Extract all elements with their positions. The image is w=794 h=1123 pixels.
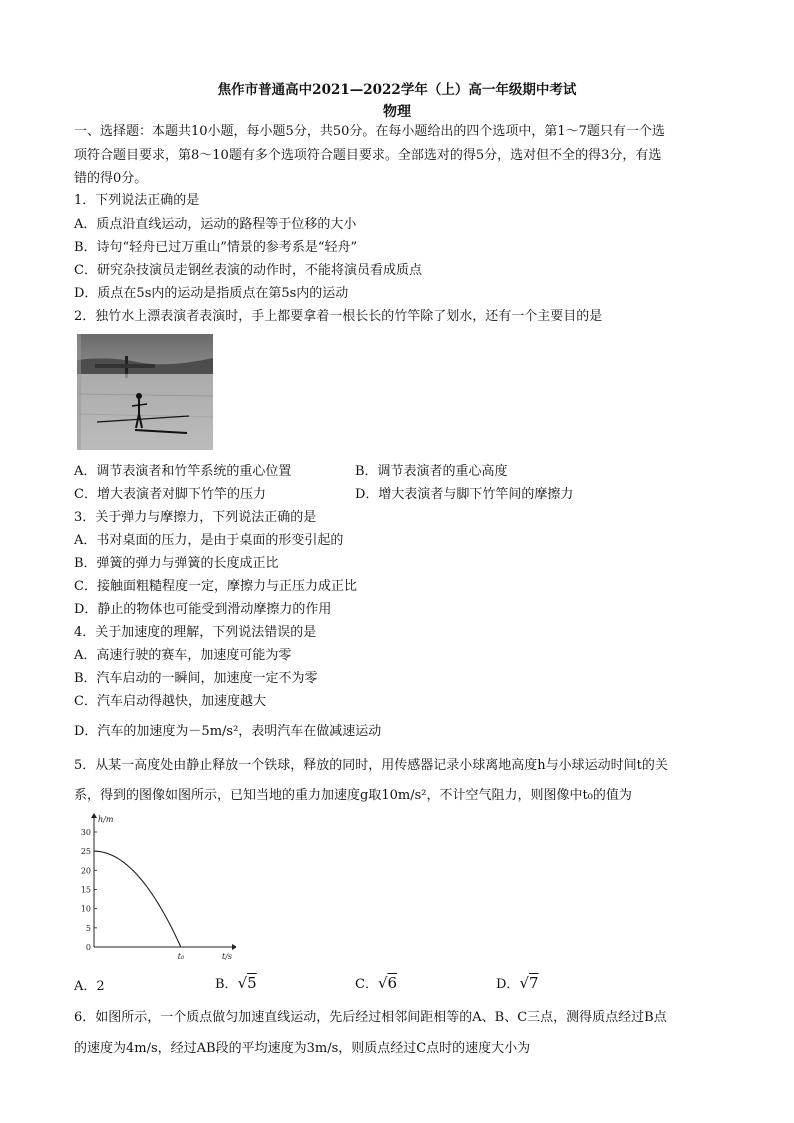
q5-option-b-value: 5 (247, 974, 257, 992)
q1-option-d: D．质点在5s内的运动是指质点在第5s内的运动 (74, 286, 349, 301)
y-tick-label: 10 (80, 904, 91, 914)
section-instructions-line3: 错的得0分。 (74, 171, 148, 186)
q5-option-a (74, 978, 105, 996)
section-instructions-line2: 项符合题目要求，第8～10题有多个选项符合题目要求。全部选对的得5分，选对但不全的得3分，有选 (74, 148, 662, 163)
y-tick-label: 0 (85, 943, 91, 952)
q2-option-b: B．调节表演者的重心高度 (355, 464, 508, 479)
q6-stem-line1: 6．如图所示，一个质点做匀加速直线运动，先后经过相邻间距相等的A、B、C三点，测得质点经过B点 (74, 1010, 667, 1025)
y-axis-arrow (91, 813, 97, 818)
q6-stem-line2: 的速度为4m/s，经过AB段的平均速度为3m/s，则质点经过C点时的速度大小为 (74, 1041, 531, 1056)
q5-option-d-label: D． (496, 977, 520, 992)
q5-option-b (215, 974, 257, 994)
q5-option-c-sqrt: √ (377, 974, 388, 992)
q2-stem: 2．独竹水上漂表演者表演时，手上都要拿着一根长长的竹竿除了划水，还有一个主要目的是 (74, 309, 603, 324)
q1-option-c: C．研究杂技演员走钢丝表演的动作时，不能将演员看成质点 (74, 263, 422, 278)
q2-option-d: D．增大表演者与脚下竹竿间的摩擦力 (355, 487, 574, 502)
q5-option-a-value: 2 (96, 979, 105, 994)
h-t-curve (94, 851, 181, 947)
y-tick-label: 5 (85, 923, 91, 933)
q3-option-c: C．接触面粗糙程度一定，摩擦力与正压力成正比 (74, 579, 357, 594)
height-time-graph (76, 812, 236, 964)
q3-stem: 3．关于弹力与摩擦力，下列说法正确的是 (74, 510, 317, 525)
q5-option-d (496, 974, 539, 994)
bamboo-rafting-photo (77, 334, 213, 450)
y-axis-label: h/m (98, 815, 114, 824)
q3-option-a: A．书对桌面的压力，是由于桌面的形变引起的 (74, 533, 344, 548)
q5-option-c (355, 974, 397, 994)
q4-option-a: A．高速行驶的赛车，加速度可能为零 (74, 648, 292, 663)
exam-title: 焦作市普通高中2021—2022学年（上）高一年级期中考试 (217, 82, 577, 98)
section-instructions-line1: 一、选择题：本题共10小题，每小题5分，共50分。在每小题给出的四个选项中，第1～7题只有一个选 (74, 124, 665, 139)
x-marker-t0: t₀ (177, 952, 185, 961)
q5-option-c-label: C． (355, 977, 378, 992)
q1-stem: 1．下列说法正确的是 (74, 193, 200, 208)
q2-option-c: C．增大表演者对脚下竹竿的压力 (74, 487, 266, 502)
q5-option-b-label: B． (215, 977, 238, 992)
q5-option-d-sqrt: √ (519, 974, 529, 992)
q5-option-a-label: A． (74, 979, 97, 994)
q5-option-c-value: 6 (387, 974, 398, 992)
q5-stem-line1: 5．从某一高度处由静止释放一个铁球，释放的同时，用传感器记录小球离地高度h与小球运动时间t的关 (74, 758, 668, 773)
y-tick-label: 20 (80, 866, 91, 876)
q1-option-b: B．诗句“轻舟已过万重山”情景的参考系是“轻舟” (74, 240, 358, 255)
q3-option-b: B．弹簧的弹力与弹簧的长度成正比 (74, 556, 279, 571)
q3-option-d: D．静止的物体也可能受到滑动摩擦力的作用 (74, 602, 332, 617)
q5-stem-line2: 系，得到的图像如图所示，已知当地的重力加速度g取10m/s²，不计空气阻力，则图像中t₀的值为 (74, 788, 632, 803)
q1-option-a: A．质点沿直线运动，运动的路程等于位移的大小 (74, 217, 357, 232)
q4-option-c: C．汽车启动得越快，加速度越大 (74, 694, 266, 709)
q5-option-d-value: 7 (529, 974, 539, 992)
x-axis-label: t/s (222, 952, 233, 961)
x-axis-arrow (232, 944, 236, 950)
q4-option-d: D．汽车的加速度为－5m/s²，表明汽车在做减速运动 (74, 724, 382, 739)
q2-option-a: A．调节表演者和竹竿系统的重心位置 (74, 464, 292, 479)
q4-option-b: B．汽车启动的一瞬间，加速度一定不为零 (74, 671, 318, 686)
q4-stem: 4．关于加速度的理解，下列说法错误的是 (74, 625, 317, 640)
subject-title: 物理 (383, 104, 411, 120)
y-tick-label: 15 (80, 885, 91, 895)
y-tick-label: 30 (80, 828, 91, 837)
y-tick-label: 25 (80, 847, 91, 857)
q5-option-b-sqrt: √ (237, 974, 248, 992)
